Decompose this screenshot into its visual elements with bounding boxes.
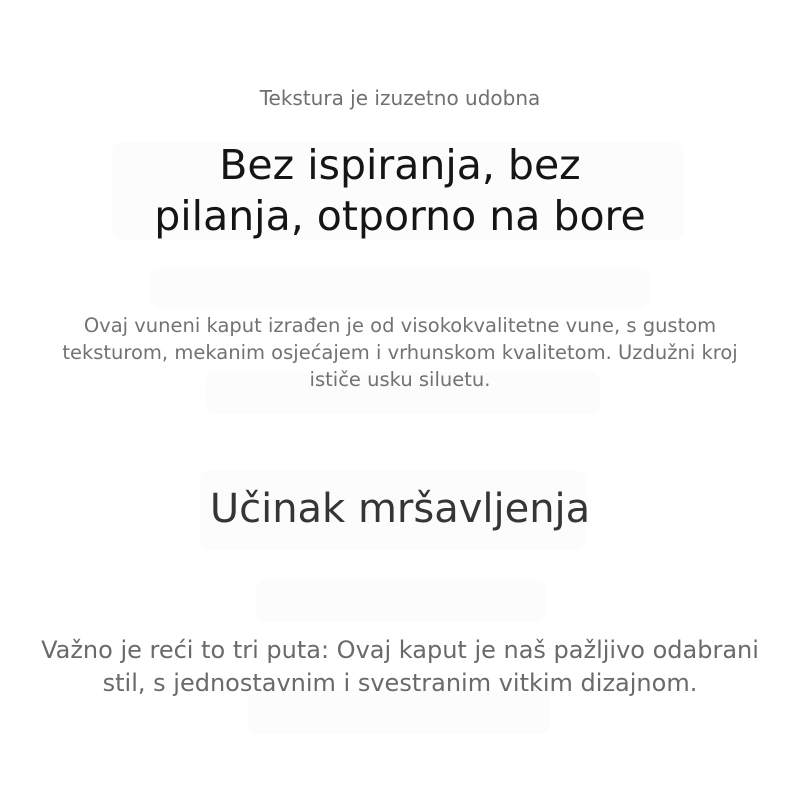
background-placeholder [256,580,546,622]
slimming-heading: Učinak mršavljenja [209,486,591,532]
headline-line-2: pilanja, otporno na bore [154,192,646,240]
background-placeholder [150,268,650,308]
slimming-description: Važno je reći to tri puta: Ovaj kaput je naš pažljivo odabrani stil, s jednostavnim i svestranim vitkim dizajnom. [41,636,759,697]
section-subtitle: Tekstura je izuzetno udobna [259,86,541,110]
section-headline [100,140,700,242]
product-description: Ovaj vuneni kaput izrađen je od visokokvalitetne vune, s gustom teksturom, mekanim osjećajem i vrhunskom kvalitetom. Uzdužni kroj ističe usku siluetu. [62,314,738,391]
headline-line-1: Bez ispiranja, bez [219,141,581,189]
